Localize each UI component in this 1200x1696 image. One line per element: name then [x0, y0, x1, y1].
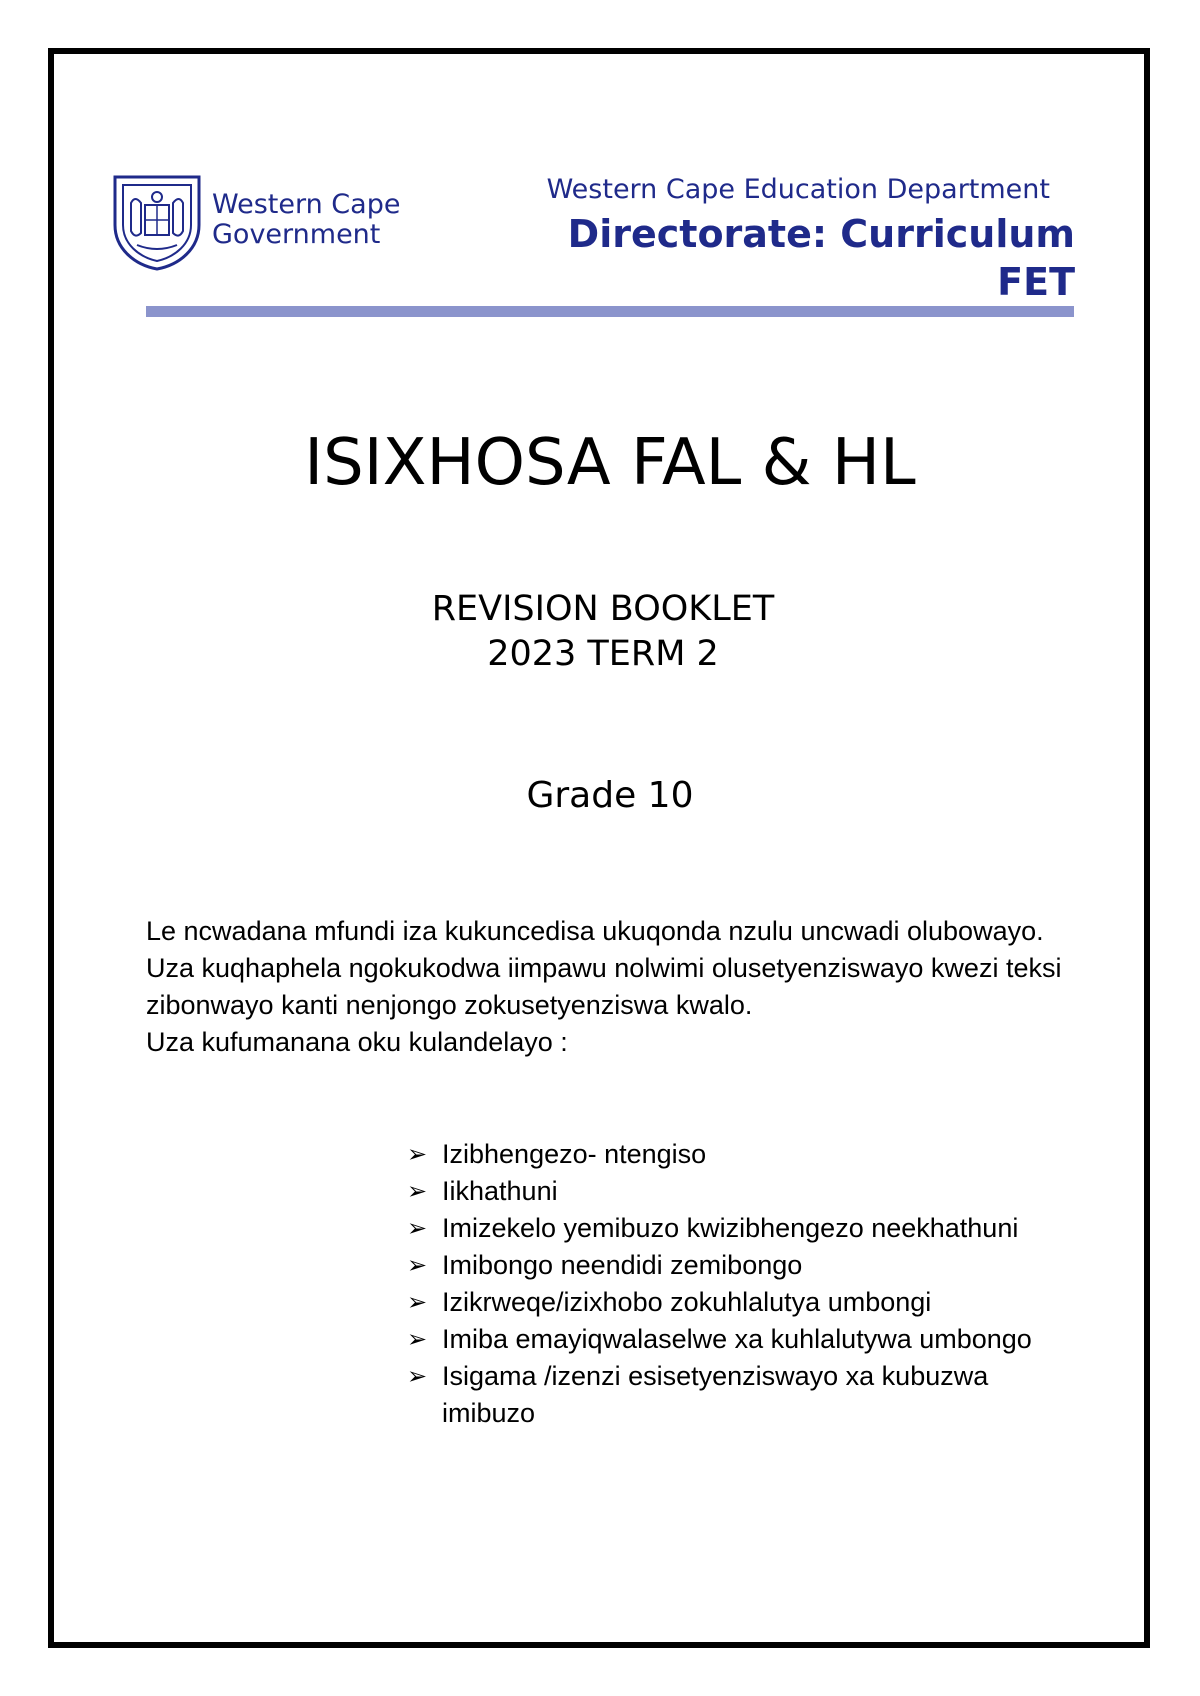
arrow-bullet-icon: ➢: [407, 1362, 428, 1390]
list-item: [405, 1321, 1085, 1358]
topic-list: [405, 1136, 1085, 1432]
topic-label: Imiba emayiqwalaselwe xa kuhlalutywa umbongo: [442, 1324, 1032, 1354]
western-cape-coat-of-arms-logo: [107, 173, 207, 273]
list-item: [405, 1358, 1085, 1432]
topic-label: Imizekelo yemibuzo kwizibhengezo neekhathuni: [442, 1213, 1019, 1243]
intro-text: [146, 913, 1076, 1061]
arrow-bullet-icon: ➢: [407, 1140, 428, 1168]
arrow-bullet-icon: ➢: [407, 1288, 428, 1316]
list-item: [405, 1210, 1085, 1247]
topic-label: Imibongo neendidi zemibongo: [442, 1250, 803, 1280]
list-item: [405, 1136, 1085, 1173]
directorate-suffix: FET: [997, 260, 1075, 304]
document-title: ISIXHOSA FAL & HL: [304, 426, 916, 500]
booklet-term: 2023 TERM 2: [487, 634, 719, 674]
intro-paragraph: Le ncwadana mfundi iza kukuncedisa ukuqonda nzulu uncwadi olubowayo. Uza kuqhaphela ngokukodwa iimpawu nolwimi olusetyenziswayo kwezi teksi zibonwayo kanti nenjongo zokusetyenziswa kwalo.: [146, 916, 1062, 1020]
arrow-bullet-icon: ➢: [407, 1177, 428, 1205]
logo-wordmark-line1: Western Cape: [212, 189, 401, 220]
list-item: [405, 1247, 1085, 1284]
arrow-bullet-icon: ➢: [407, 1325, 428, 1353]
topic-label: Isigama /izenzi esisetyenziswayo xa kubuzwa imibuzo: [442, 1361, 989, 1428]
directorate-title: Directorate: Curriculum: [567, 212, 1075, 256]
topic-label: Iikhathuni: [442, 1176, 558, 1206]
department-name: Western Cape Education Department: [546, 174, 1050, 205]
logo-wordmark: [212, 190, 400, 250]
list-item: [405, 1284, 1085, 1321]
booklet-subtitle: REVISION BOOKLET: [431, 589, 775, 629]
list-item: [405, 1173, 1085, 1210]
header-divider: [146, 306, 1074, 317]
topic-label: Izikrweqe/izixhobo zokuhlalutya umbongi: [442, 1287, 932, 1317]
arrow-bullet-icon: ➢: [407, 1214, 428, 1242]
topic-label: Izibhengezo- ntengiso: [442, 1139, 707, 1169]
grade-label: Grade 10: [526, 775, 694, 816]
logo-wordmark-line2: Government: [212, 219, 381, 250]
arrow-bullet-icon: ➢: [407, 1251, 428, 1279]
intro-lead: Uza kufumanana oku kulandelayo :: [146, 1027, 568, 1057]
